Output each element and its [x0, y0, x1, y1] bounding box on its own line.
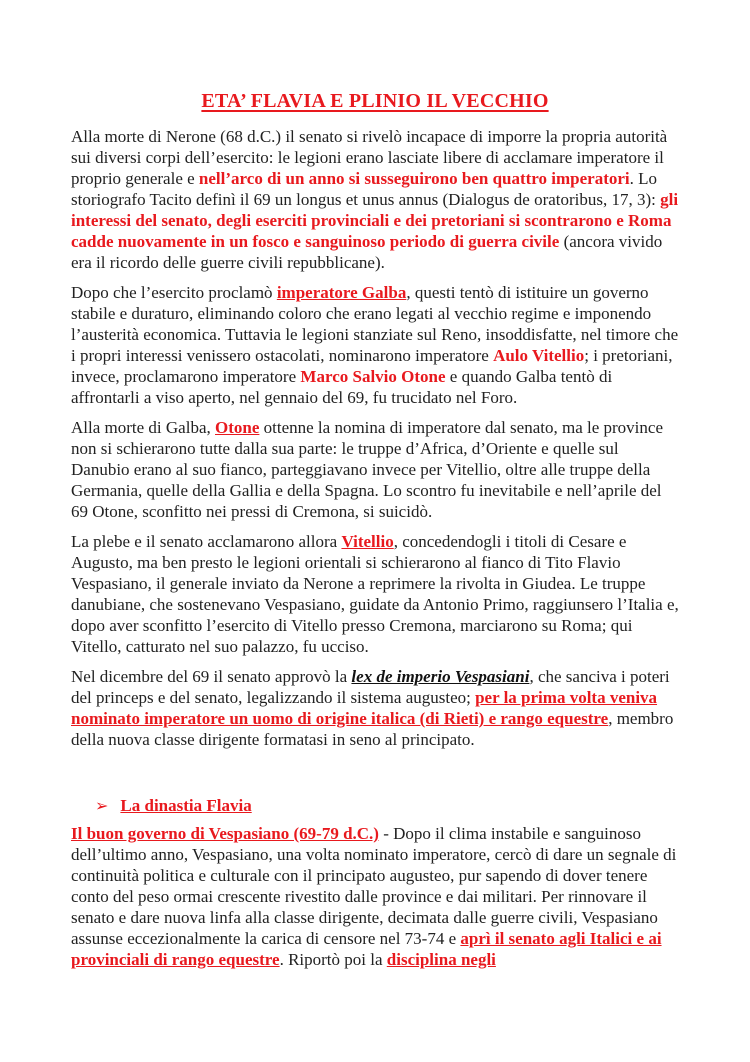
section-heading-dinastia-flavia [71, 795, 681, 816]
text-run: Alla morte di Galba, [71, 418, 215, 437]
paragraph-vitellio [71, 531, 681, 657]
arrow-bullet-icon: ➢ [95, 796, 109, 815]
highlight-prima-volta-italico: per la prima volta veniva nominato imperatore un uomo di origine italica (di Rieti) e rango equestre [71, 688, 658, 728]
text-run: La plebe e il senato acclamarono allora [71, 532, 342, 551]
highlight-vitellio: Vitellio [341, 532, 394, 551]
highlight-quattro-imperatori: nell’arco di un anno si susseguirono ben quattro imperatori [198, 169, 630, 188]
highlight-marco-salvio-otone: Marco Salvio Otone [300, 367, 446, 386]
text-run: , questi tentò di istituire un governo stabile e duraturo, eliminando coloro che erano legati al vecchio regime e imponendo l’austerità economica. Tuttavia le legioni stanziate sul Reno, insoddisfatte, nel timore che i propri interessi venissero ostacolati, nominarono imperatore [71, 283, 679, 365]
document-title: ETA’ FLAVIA E PLINIO IL VECCHIO [201, 90, 549, 112]
text-run: (ancora vivido era il ricordo delle guerre civili repubblicane). [71, 232, 663, 272]
text-run: ; i pretoriani, invece, proclamarono imperatore [71, 346, 673, 386]
highlight-aulo-vitellio: Aulo Vitellio [493, 346, 585, 365]
paragraph-nerone [71, 126, 681, 273]
text-run: e quando Galba tentò di affrontarli a viso aperto, nel gennaio del 69, fu trucidato nel Foro. [71, 367, 613, 407]
text-run: Nel dicembre del 69 il senato approvò la [71, 667, 352, 686]
text-run: . Riportò poi la [279, 950, 387, 969]
text-run: ottenne la nomina di imperatore dal senato, ma le province non si schierarono tutte dalla sua parte: le truppe d’Africa, d’Oriente e quelle sul Danubio erano al suo fianco, parteggiavano invece per Vitellio, oltre alle truppe della Germania, quelle della Gallia e della Spagna. Lo scontro fu inevitabile e nell’aprile del 69 Otone, sconfitto nei pressi di Cremona, si suicidò. [71, 418, 663, 521]
text-run: Dopo che l’esercito proclamò [71, 283, 277, 302]
highlight-guerra-civile: gli interessi del senato, degli eserciti provinciali e dei pretoriani si scontrarono e Roma cadde nuovamente in un fosco e sanguinoso periodo di guerra civile [71, 190, 679, 251]
text-run: , membro della nuova classe dirigente formatasi in seno al principato. [71, 709, 674, 749]
document-body [71, 126, 681, 979]
paragraph-vespasiano [71, 823, 681, 970]
highlight-disciplina: disciplina negli [386, 950, 496, 969]
highlight-apri-senato: aprì il senato agli Italici e ai provinciali di rango equestre [71, 929, 662, 969]
text-run: , che sanciva i poteri del princeps e del senato, legalizzando il sistema augusteo; [71, 667, 670, 707]
highlight-imperatore-galba: imperatore Galba [276, 283, 407, 302]
paragraph-lex-de-imperio [71, 666, 681, 750]
text-run: . Lo storiografo Tacito definì il 69 un longus et unus annus (Dialogus de oratoribus, 17, 3): [71, 169, 661, 209]
text-run: Alla morte di Nerone (68 d.C.) il senato si rivelò incapace di imporre la propria autorità sui diversi corpi dell’esercito: le legioni erano lasciate libere di acclamare imperatore il proprio generale e [71, 127, 668, 188]
paragraph-otone [71, 417, 681, 522]
highlight-buon-governo-vespasiano: Il buon governo di Vespasiano (69-79 d.C.) [71, 824, 379, 843]
section-heading-text: La dinastia Flavia [120, 796, 252, 815]
paragraph-galba [71, 282, 681, 408]
text-run: , concedendogli i titoli di Cesare e Augusto, ma ben presto le legioni orientali si schierarono al fianco di Tito Flavio Vespasiano, il generale inviato da Nerone a reprimere la rivolta in Giudea. Le truppe danubiane, che sostenevano Vespasiano, guidate da Antonio Primo, raggiunsero l’Italia e, dopo aver sconfitto l’esercito di Vitello presso Cremona, marciarono su Roma; qui Vitello, catturato nel suo palazzo, fu ucciso. [71, 532, 679, 656]
text-run: - Dopo il clima instabile e sanguinoso dell’ultimo anno, Vespasiano, una volta nominato imperatore, cercò di dare un segnale di continuità politica e culturale con il principato augusteo, pur sapendo di dover tenere conto del peso ormai crescente rivestito dalle province e dai militari. Per rinnovare il senato e dare nuova linfa alla classe dirigente, decimata dalle guerre civili, Vespasiano assunse eccezionalmente la carica di censore nel 73-74 e [71, 824, 677, 948]
highlight-otone: Otone [215, 418, 260, 437]
highlight-lex-de-imperio: lex de imperio Vespasiani [351, 667, 530, 686]
